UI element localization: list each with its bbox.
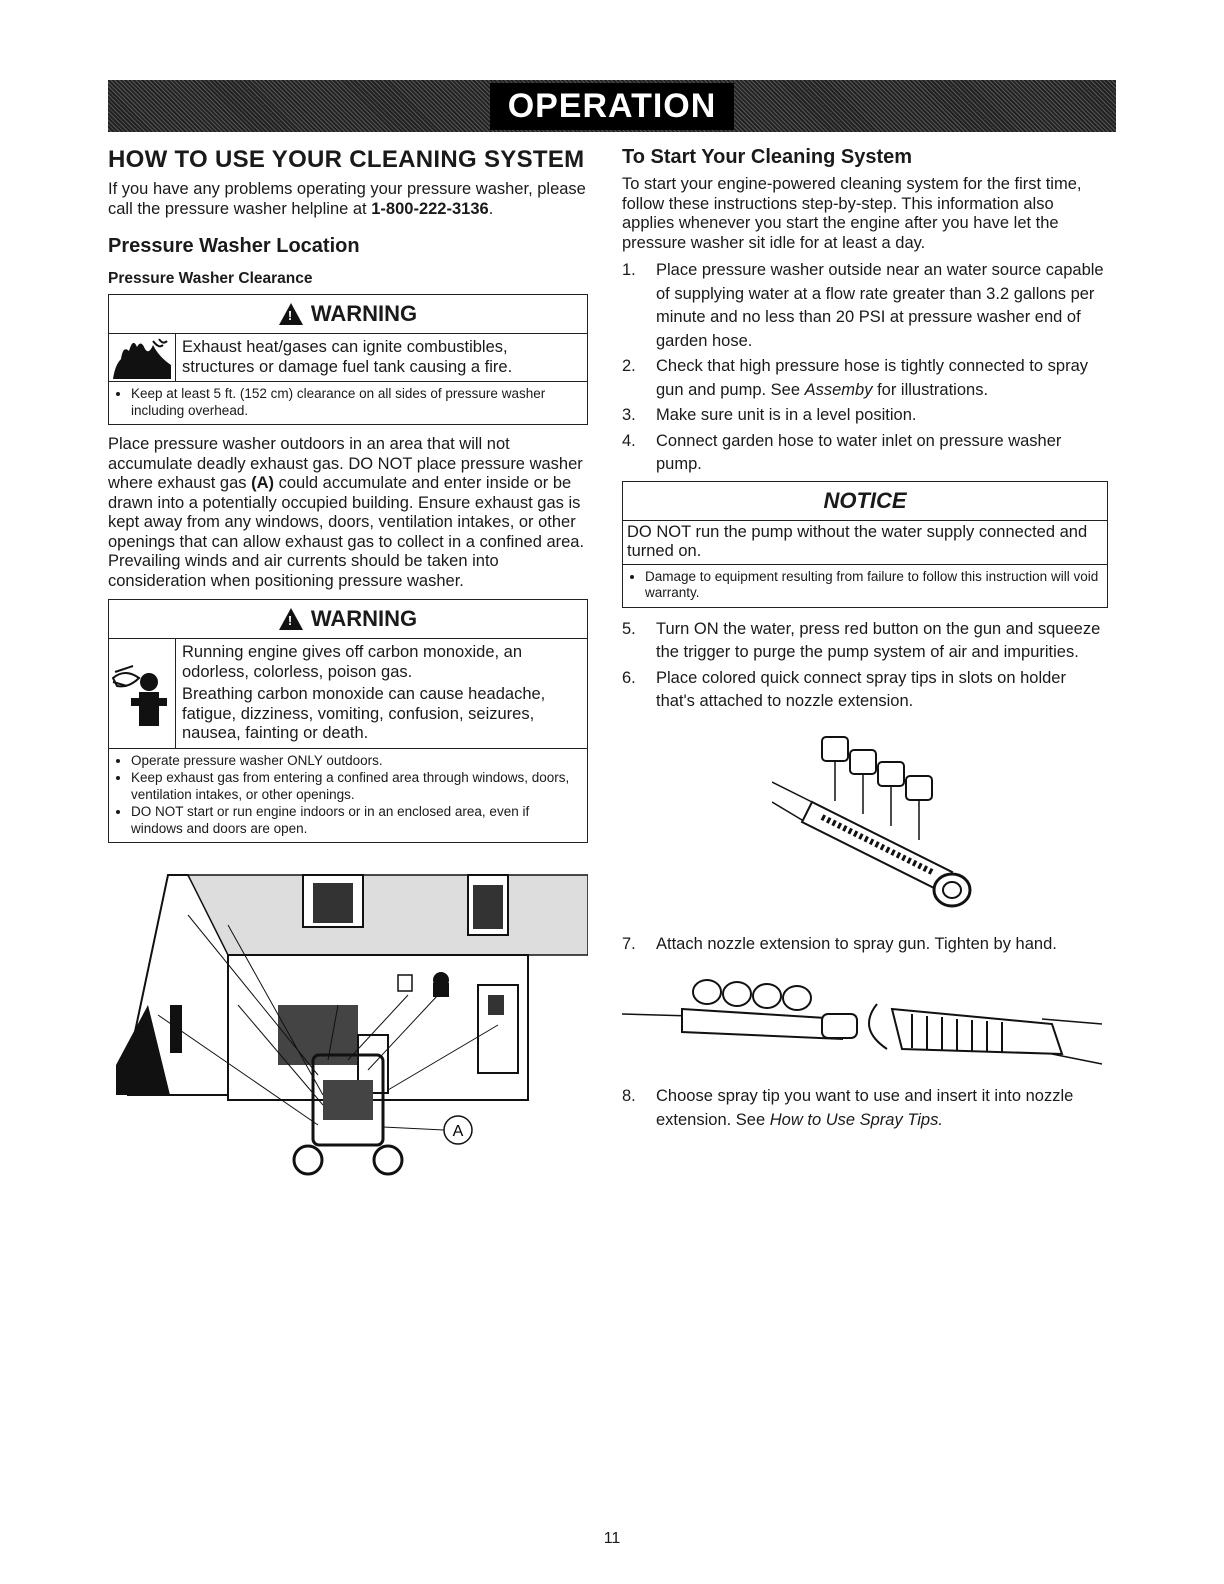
warning-bullet: • Keep at least 5 ft. (152 cm) clearance on all sides of pressure washer including overhead. <box>131 386 579 419</box>
warning-bullet: • Keep exhaust gas from entering a confined area through windows, doors, ventilation intakes, or other openings. <box>131 770 579 803</box>
warning-text: Breathing carbon monoxide can cause headache, fatigue, dizziness, vomiting, confusion, seizures, nausea, fainting or death. <box>182 685 546 742</box>
warning-bullet: • Operate pressure washer ONLY outdoors. <box>131 753 579 770</box>
section-heading-location: Pressure Washer Location <box>108 235 360 257</box>
spray-tip-holder-illustration <box>772 722 1108 927</box>
step-item: 8. Choose spray tip you want to use and insert it into nozzle extension. See How to Use Spray Tips. <box>622 1087 1074 1129</box>
warning-header: ! WARNING <box>109 295 587 334</box>
banner-title: OPERATION <box>490 83 735 130</box>
steps-list <box>622 1085 1108 1132</box>
house-clearance-illustration <box>108 855 588 1210</box>
section-banner <box>108 80 1116 132</box>
start-heading: To Start Your Cleaning System <box>622 146 913 168</box>
notice-bullet: • Damage to equipment resulting from failure to follow this instruction will void warranty. <box>645 569 1099 602</box>
callout-label: A <box>452 1123 464 1140</box>
warning-bullet: • DO NOT start or run engine indoors or in an enclosed area, even if windows and doors are open. <box>131 804 579 837</box>
warning-box-fire <box>108 294 588 425</box>
intro-paragraph: If you have any problems operating your pressure washer, please call the pressure washer helpline at 1-800-222-3136. <box>108 180 586 218</box>
step-item: 3. Make sure unit is in a level position. <box>622 406 917 424</box>
step-item: 1. Place pressure washer outside near an water source capable of supplying water at a flow rate greater than 3.2 gallons per minute and no less than 20 PSI at pressure washer end of garden hose. <box>622 261 1104 350</box>
fire-hazard-icon <box>109 334 176 381</box>
notice-header: NOTICE <box>623 482 1107 521</box>
left-column <box>108 146 588 1210</box>
warning-text: Running engine gives off carbon monoxide, an odorless, colorless, poison gas. <box>182 643 523 681</box>
steps-list <box>622 933 1108 957</box>
warning-triangle-icon <box>279 608 303 630</box>
warning-box-co <box>108 599 588 843</box>
subheading-clearance: Pressure Washer Clearance <box>108 270 313 287</box>
step-item: 7. Attach nozzle extension to spray gun. Tighten by hand. <box>622 934 1057 953</box>
placement-paragraph: Place pressure washer outdoors in an area that will not accumulate deadly exhaust gas. DO NOT place pressure washer where exhaust gas (A) could accumulate and enter inside or be drawn into a potentially occupied building. Ensure exhaust gas is kept away from any windows, doors, ventilation intakes, or other openings that can allow exhaust gas to collect in a confined area. Prevailing winds and air currents should be taken into consideration when positioning pressure washer. <box>108 435 585 590</box>
step-item: 5. Turn ON the water, press red button on the gun and squeeze the trigger to purge the pump system of air and impurities. <box>622 619 1101 661</box>
step-item: 4. Connect garden hose to water inlet on pressure washer pump. <box>622 431 1062 473</box>
notice-box <box>622 481 1108 608</box>
page-heading: HOW TO USE YOUR CLEANING SYSTEM <box>108 146 585 173</box>
page-number: 11 <box>603 1530 621 1547</box>
step-item: 2. Check that high pressure hose is tightly connected to spray gun and pump. See Assemby for illustrations. <box>622 357 1088 399</box>
right-column <box>622 146 1108 1134</box>
steps-list <box>622 618 1108 714</box>
notice-text: DO NOT run the pump without the water supply connected and turned on. <box>623 521 1107 565</box>
nozzle-extension-illustration <box>622 964 1108 1079</box>
start-intro: To start your engine-powered cleaning system for the first time, follow these instructions step-by-step. This information also applies whenever you start the engine after you have let the pressure washer sit idle for at least a day. <box>622 175 1082 252</box>
warning-triangle-icon <box>279 303 303 325</box>
step-item: 6. Place colored quick connect spray tips in slots on holder that's attached to nozzle extension. <box>622 668 1066 710</box>
steps-list <box>622 259 1108 477</box>
warning-header: ! WARNING <box>109 600 587 639</box>
poison-gas-icon <box>109 639 176 748</box>
helpline-phone: 1-800-222-3136 <box>371 199 489 218</box>
warning-text: Exhaust heat/gases can ignite combustibles, structures or damage fuel tank causing a fire. <box>182 338 513 376</box>
